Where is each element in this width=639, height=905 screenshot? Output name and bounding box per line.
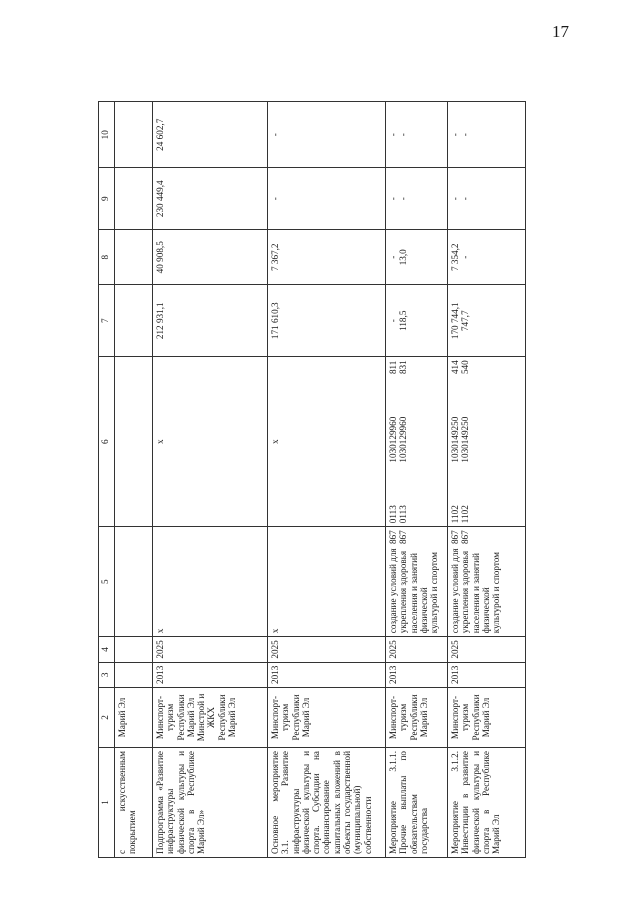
table-cell: 7 354,2 - [448,230,526,285]
header-cell: 5 [99,527,115,637]
table-cell [115,662,153,687]
table-cell: x [153,527,268,637]
header-cell: 8 [99,230,115,285]
header-cell: 9 [99,168,115,230]
table-cell: - [268,168,386,230]
table-cell: Подпрограмма «Развитие инфраструктуры физической культуры и спорта в Республике Марий Эл» [153,748,268,858]
table-cell: Минспорт-туризм Республики Марий Эл [448,688,526,748]
table-cell [115,527,153,637]
table-cell: - 118,5 [386,285,448,357]
table-cell: 2025 [386,637,448,662]
table-row [448,102,526,858]
table-cell: 7 367,2 [268,230,386,285]
table-row [153,102,268,858]
header-cell: 4 [99,637,115,662]
table-cell: создание условий для укрепления здоровья населения и занятий физической культурой и спортом 867 867 [386,527,448,637]
header-cell: 6 [99,357,115,527]
program-table [98,101,526,858]
table-cell: с искусственным покрытием [115,748,153,858]
table-cell: 2013 [268,662,386,687]
table-cell: 212 931,1 [153,285,268,357]
table-cell [115,637,153,662]
table-cell: Мероприятие 3.1.2. Инвестиции в развитие физической культуры и спорта в Республике Марий Эл [448,748,526,858]
header-row [99,102,115,858]
table-row [115,102,153,858]
page-number: 17 [552,22,569,41]
table-cell: создание условий для укрепления здоровья населения и занятий физической культурой и спортом 867 867 [448,527,526,637]
table-cell [115,168,153,230]
header-cell: 3 [99,662,115,687]
table-cell [115,230,153,285]
table-cell: - - [386,102,448,168]
table-cell [115,285,153,357]
table-cell: 2025 [448,637,526,662]
table-cell: Минспорт-туризм Республики Марий Эл [386,688,448,748]
table-cell: 2025 [153,637,268,662]
header-cell: 2 [99,688,115,748]
table-cell: 1102 1102 1030149250 1030149250 414 540 [448,357,526,527]
table-cell: 2013 [153,662,268,687]
table-cell: x [268,357,386,527]
table-cell: Минспорт-туризм Республики Марий Эл Минстрой и ЖКХ Республики Марий Эл [153,688,268,748]
header-cell: 10 [99,102,115,168]
table-cell: Минспорт-туризм Республики Марий Эл [268,688,386,748]
table-cell: - 13,0 [386,230,448,285]
table-cell: 24 602,7 [153,102,268,168]
table-cell: 2025 [268,637,386,662]
table-row [386,102,448,858]
table-cell: 2013 [448,662,526,687]
table-cell: 170 744,1 747,7 [448,285,526,357]
table-cell: 0113 0113 1030129960 1030129960 811 831 [386,357,448,527]
table-cell [115,102,153,168]
table-cell: Марий Эл [115,688,153,748]
table-cell: x [153,357,268,527]
table-cell: x [268,527,386,637]
table-cell: 171 610,3 [268,285,386,357]
table-cell: - [268,102,386,168]
table-cell: Мероприятие 3.1.1. Прочие выплаты по обязательствам государства [386,748,448,858]
table-cell: - - [448,102,526,168]
table-cell: - - [448,168,526,230]
table-cell: 230 449,4 [153,168,268,230]
table-cell: 40 908,5 [153,230,268,285]
header-cell: 7 [99,285,115,357]
table-cell: - - [386,168,448,230]
table-cell [115,357,153,527]
header-cell: 1 [99,748,115,858]
table-cell: Основное мероприятие 3.1. Развитие инфраструктуры физической культуры и спорта. Субсидии на софинансирование капитальных вложений в объекты государственной (муниципальной) собственности [268,748,386,858]
table-cell: 2013 [386,662,448,687]
table-row [268,102,386,858]
